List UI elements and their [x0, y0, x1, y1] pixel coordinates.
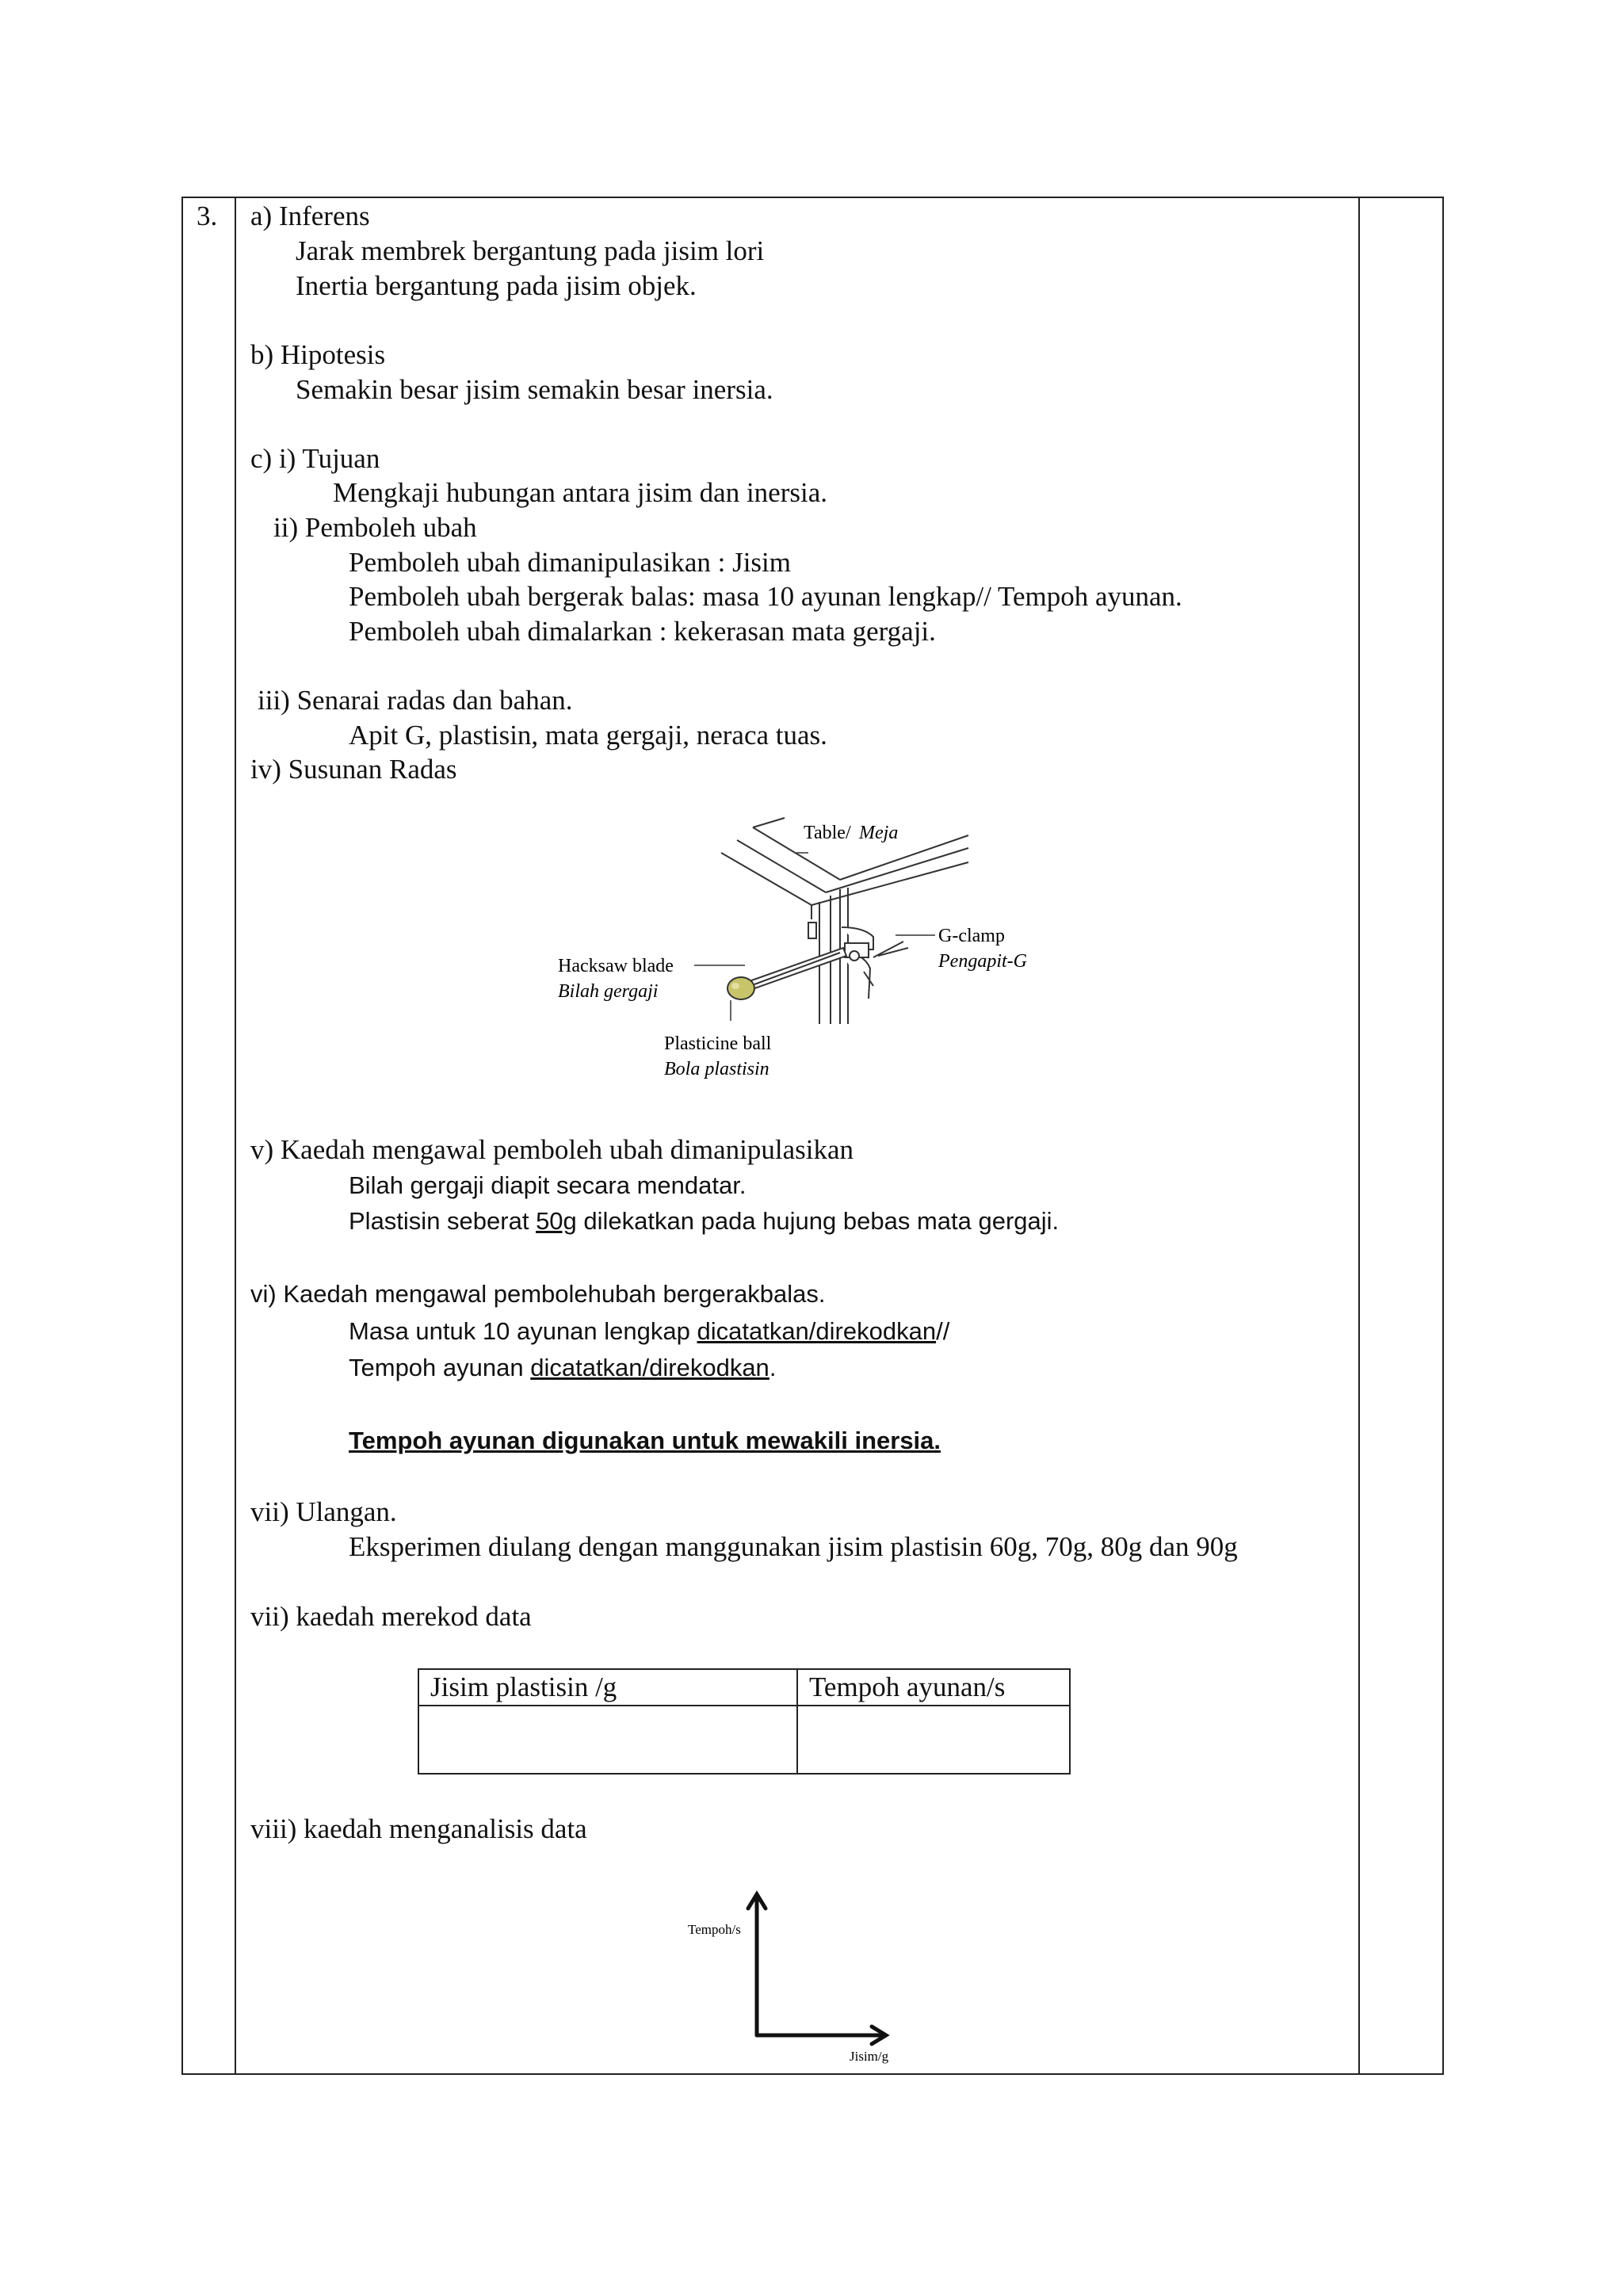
data-table-header-divider — [419, 1705, 1069, 1706]
aim-line: Mengkaji hubungan antara jisim dan inersia. — [333, 477, 828, 508]
responding-variable: Pemboleh ubah bergerak balas: masa 10 ayunan lengkap// Tempoh ayunan. — [349, 581, 1182, 612]
responding-line-2 — [349, 1351, 776, 1385]
ball-label-ms: Bola plastisin — [664, 1059, 769, 1079]
data-table — [418, 1668, 1071, 1775]
control-line-2-post: dilekatkan pada hujung bebas mata gergaji. — [576, 1207, 1060, 1235]
section-v-label: v) Kaedah mengawal pemboleh ubah dimanipulasikan — [250, 1134, 854, 1165]
responding-line-1-post: // — [936, 1317, 950, 1345]
analysis-graph — [682, 1885, 903, 2067]
control-line-1: Bilah gergaji diapit secara mendatar. — [349, 1171, 747, 1199]
table-header-period: Tempoh ayunan/s — [809, 1671, 1006, 1702]
graph-axes-icon — [748, 1894, 886, 2044]
column-divider-marks — [1358, 198, 1360, 2073]
clamp-label-en: G-clamp — [938, 926, 1005, 946]
inference-line-2: Inertia bergantung pada jisim objek. — [296, 270, 697, 301]
section-b-label: b) Hipotesis — [250, 339, 386, 370]
responding-line-2-post: . — [769, 1354, 777, 1381]
fixed-variable: Pemboleh ubah dimalarkan : kekerasan mata gergaji. — [349, 616, 936, 647]
question-number: 3. — [197, 201, 218, 231]
setup-label: iv) Susunan Radas — [250, 754, 457, 785]
section-a-label: a) Inferens — [250, 201, 370, 231]
manipulated-variable: Pemboleh ubah dimanipulasikan : Jisim — [349, 547, 792, 578]
apparatus-label: iii) Senarai radas dan bahan. — [258, 685, 573, 716]
control-line-2 — [349, 1205, 1059, 1238]
table-header-mass: Jisim plastisin /g — [430, 1671, 617, 1702]
repetition-line: Eksperimen diulang dengan manggunakan jisim plastisin 60g, 70g, 80g dan 90g — [349, 1531, 1238, 1562]
plasticine-ball-icon — [727, 977, 754, 999]
mass-value: 50g — [536, 1207, 577, 1235]
section-c-label: c) i) Tujuan — [250, 443, 380, 474]
responding-line-1-underlined: dicatatkan/direkodkan — [697, 1317, 937, 1345]
control-line-2-pre: Plastisin seberat — [349, 1207, 537, 1235]
section-vi-label: vi) Kaedah mengawal pembolehubah bergerakbalas. — [250, 1280, 826, 1308]
graph-y-label: Tempoh/s — [688, 1922, 741, 1937]
section-vii-b-label: vii) kaedah merekod data — [250, 1601, 532, 1632]
responding-line-1-pre: Masa untuk 10 ayunan lengkap — [349, 1317, 697, 1345]
hypothesis-line: Semakin besar jisim semakin besar inersia. — [296, 374, 773, 405]
apparatus-list: Apit G, plastisin, mata gergaji, neraca tuas. — [349, 720, 827, 751]
blade-label-ms: Bilah gergaji — [558, 981, 659, 1002]
inertia-note: Tempoh ayunan digunakan untuk mewakili inersia. — [349, 1427, 941, 1454]
graph-x-label: Jisim/g — [850, 2049, 889, 2064]
section-vii-label: vii) Ulangan. — [250, 1496, 397, 1527]
apparatus-diagram — [547, 816, 1070, 1086]
g-clamp-icon — [842, 927, 908, 999]
section-viii-label: viii) kaedah menganalisis data — [250, 1813, 587, 1844]
responding-line-2-pre: Tempoh ayunan — [349, 1354, 531, 1381]
table-icon — [721, 818, 968, 1024]
ball-label-en: Plasticine ball — [664, 1033, 772, 1054]
variables-label: ii) Pemboleh ubah — [273, 512, 477, 543]
clamp-label-ms: Pengapit-G — [938, 951, 1027, 972]
data-table-column-divider — [796, 1670, 798, 1773]
responding-line-2-underlined: dicatatkan/direkodkan — [530, 1354, 769, 1381]
blade-label-en: Hacksaw blade — [558, 956, 674, 976]
responding-line-1 — [349, 1315, 949, 1348]
column-divider-number — [235, 198, 236, 2073]
table-label-ms: Meja — [859, 823, 899, 843]
table-label-en: Table/ — [804, 823, 851, 843]
inference-line-1: Jarak membrek bergantung pada jisim lori — [296, 235, 765, 266]
